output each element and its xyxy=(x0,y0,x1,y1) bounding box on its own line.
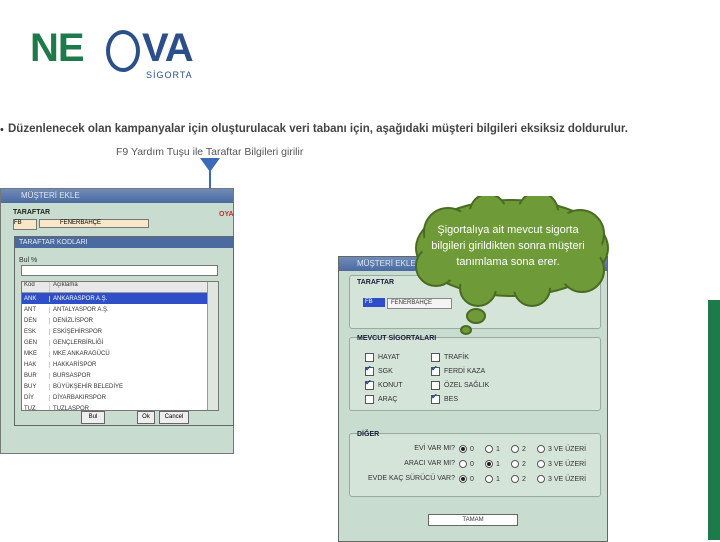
cancel-button[interactable]: Cancel xyxy=(159,411,189,424)
radio-label: 0 xyxy=(470,445,474,453)
table-row[interactable] xyxy=(22,359,218,370)
cell-aciklama: HAKKARİSPOR xyxy=(53,361,97,368)
window-title: MÜŞTERİ EKLE xyxy=(339,257,607,271)
checkbox-label: HAYAT xyxy=(378,354,400,361)
table-row[interactable] xyxy=(22,315,218,326)
insurance-checkbox[interactable] xyxy=(431,353,469,362)
find-input[interactable] xyxy=(21,265,218,276)
radio-icon[interactable] xyxy=(485,445,493,453)
radio-icon[interactable] xyxy=(511,475,519,483)
grid-header xyxy=(22,282,218,293)
radio-icon[interactable] xyxy=(537,460,545,468)
checkbox-label: ARAÇ xyxy=(378,396,398,403)
cell-kod: ANK xyxy=(22,296,50,302)
table-row[interactable] xyxy=(22,392,218,403)
taraftar-code-field[interactable]: FB xyxy=(13,219,37,230)
radio-label: 1 xyxy=(496,475,500,483)
intro-text: Düzenlenecek olan kampanyalar için oluşturulacak veri tabanı için, aşağıdaki müşteri bilgileri eksiksiz doldurulur. xyxy=(8,123,628,135)
insurance-checkbox[interactable] xyxy=(365,381,403,390)
cell-aciklama: DİYARBAKIRSPOR xyxy=(53,394,106,401)
logo-va: VA xyxy=(142,26,193,70)
radio-option[interactable] xyxy=(511,475,526,483)
table-row[interactable] xyxy=(22,293,218,304)
radio-icon[interactable] xyxy=(485,460,493,468)
insurance-checkbox[interactable] xyxy=(431,395,458,404)
find-label: Bul % xyxy=(19,257,38,264)
cell-aciklama: MKE ANKARAGÜCÜ xyxy=(53,350,110,357)
checkbox-icon[interactable] xyxy=(365,367,374,376)
checkbox-icon[interactable] xyxy=(365,395,374,404)
cell-kod: DİY xyxy=(22,395,50,401)
window-title: MÜŞTERİ EKLE xyxy=(1,189,233,203)
radio-label: 1 xyxy=(496,460,500,468)
radio-label: 0 xyxy=(470,475,474,483)
radio-label: 1 xyxy=(496,445,500,453)
cell-kod: HAK xyxy=(22,362,50,368)
cell-aciklama: DENİZLİSPOR xyxy=(53,317,94,324)
checkbox-icon[interactable] xyxy=(431,395,440,404)
taraftar-value-field[interactable]: FENERBAHÇE xyxy=(39,219,149,228)
accent-stripe xyxy=(708,300,720,540)
radio-label: 0 xyxy=(470,460,474,468)
cell-aciklama: ANKARASPOR A.Ş. xyxy=(53,295,108,302)
insurance-checkbox[interactable] xyxy=(365,353,400,362)
codes-grid xyxy=(21,281,219,411)
radio-icon[interactable] xyxy=(511,445,519,453)
cell-kod: TUZ xyxy=(22,406,50,412)
radio-icon[interactable] xyxy=(485,475,493,483)
callout-text: Şigortalıya ait mevcut sigorta bilgileri girildikten sonra müşteri tanımlama sona erer. xyxy=(431,224,585,268)
checkbox-icon[interactable] xyxy=(365,353,374,362)
col-kod: Kod xyxy=(22,282,50,292)
table-row[interactable] xyxy=(22,326,218,337)
radio-option[interactable] xyxy=(511,460,526,468)
radio-option[interactable] xyxy=(537,460,586,468)
taraftar-value-field[interactable]: FENERBAHÇE xyxy=(387,298,452,309)
checkbox-icon[interactable] xyxy=(365,381,374,390)
cell-kod: BUY xyxy=(22,384,50,390)
radio-option[interactable] xyxy=(511,445,526,453)
checkbox-icon[interactable] xyxy=(431,353,440,362)
side-label: OYA xyxy=(219,211,234,218)
logo-ne: NE xyxy=(30,26,84,70)
question-label: ARACI VAR MI? xyxy=(404,460,455,467)
radio-icon[interactable] xyxy=(511,460,519,468)
tamam-button[interactable]: TAMAM xyxy=(428,514,518,526)
taraftar-codes-dialog xyxy=(14,236,234,426)
insurance-checkbox[interactable] xyxy=(431,367,485,376)
radio-label: 2 xyxy=(522,475,526,483)
cell-kod: MKE xyxy=(22,351,50,357)
table-row[interactable] xyxy=(22,370,218,381)
cell-kod: BUR xyxy=(22,373,50,379)
radio-icon[interactable] xyxy=(459,475,467,483)
radio-option[interactable] xyxy=(459,475,474,483)
table-row[interactable] xyxy=(22,348,218,359)
radio-option[interactable] xyxy=(537,445,586,453)
radio-label: 3 VE ÜZERİ xyxy=(548,460,587,468)
radio-option[interactable] xyxy=(485,460,500,468)
insurance-checkbox[interactable] xyxy=(431,381,489,390)
taraftar-label: TARAFTAR xyxy=(357,279,395,286)
logo-o-ring xyxy=(106,30,140,72)
radio-icon[interactable] xyxy=(537,445,545,453)
ok-button[interactable]: Ok xyxy=(137,411,155,424)
radio-option[interactable] xyxy=(485,445,500,453)
cell-kod: ESK xyxy=(22,329,50,335)
neova-logo xyxy=(30,26,200,82)
insurance-checkbox[interactable] xyxy=(365,395,397,404)
table-row[interactable] xyxy=(22,403,218,411)
radio-icon[interactable] xyxy=(459,445,467,453)
cell-aciklama: BURSASPOR xyxy=(53,372,91,379)
cell-aciklama: ESKİŞEHİRSPOR xyxy=(53,328,103,335)
radio-label: 2 xyxy=(522,460,526,468)
table-row[interactable] xyxy=(22,381,218,392)
mevcut-title: MEVCUT SİGORTALARI xyxy=(357,335,437,342)
cell-kod: DEN xyxy=(22,318,50,324)
insurance-checkbox[interactable] xyxy=(365,367,393,376)
checkbox-icon[interactable] xyxy=(431,367,440,376)
bullet-icon: • xyxy=(0,124,4,136)
question-label: EVİ VAR MI? xyxy=(414,445,455,452)
cell-aciklama: ANTALYASPOR A.Ş. xyxy=(53,306,109,313)
taraftar-label: TARAFTAR xyxy=(13,209,51,216)
col-aciklama: Açıklama xyxy=(53,282,78,288)
find-button[interactable]: Bul xyxy=(81,411,105,424)
dialog-title: TARAFTAR KODLARI xyxy=(15,237,233,248)
radio-option[interactable] xyxy=(537,475,586,483)
checkbox-label: ÖZEL SAĞLIK xyxy=(444,382,490,389)
table-row[interactable] xyxy=(22,304,218,315)
checkbox-label: SGK xyxy=(378,368,393,375)
checkbox-label: KONUT xyxy=(378,382,403,389)
radio-option[interactable] xyxy=(459,445,474,453)
grid-scrollbar[interactable] xyxy=(207,282,218,410)
checkbox-label: TRAFİK xyxy=(444,354,469,361)
cell-aciklama: GENÇLERBİRLİĞİ xyxy=(53,339,104,346)
radio-option[interactable] xyxy=(459,460,474,468)
cell-kod: ANT xyxy=(22,307,50,313)
diger-title: DİĞER xyxy=(357,431,380,438)
radio-icon[interactable] xyxy=(537,475,545,483)
checkbox-label: BES xyxy=(444,396,459,403)
cell-aciklama: BÜYÜKŞEHİR BELEDİYE xyxy=(53,383,124,390)
checkbox-label: FERDİ KAZA xyxy=(444,368,486,375)
cell-aciklama: TUZLASPOR xyxy=(53,405,90,411)
radio-label: 3 VE ÜZERİ xyxy=(548,445,587,453)
cell-kod: GEN xyxy=(22,340,50,346)
logo-subtitle: SİGORTA xyxy=(146,70,193,80)
f9-instruction: F9 Yardım Tuşu ile Taraftar Bilgileri girilir xyxy=(116,146,304,158)
radio-icon[interactable] xyxy=(459,460,467,468)
taraftar-code-field[interactable]: FB xyxy=(363,298,385,307)
table-row[interactable] xyxy=(22,337,218,348)
radio-label: 3 VE ÜZERİ xyxy=(548,475,587,483)
checkbox-icon[interactable] xyxy=(431,381,440,390)
radio-option[interactable] xyxy=(485,475,500,483)
radio-label: 2 xyxy=(522,445,526,453)
question-label: EVDE KAÇ SÜRÜCÜ VAR? xyxy=(367,475,455,482)
